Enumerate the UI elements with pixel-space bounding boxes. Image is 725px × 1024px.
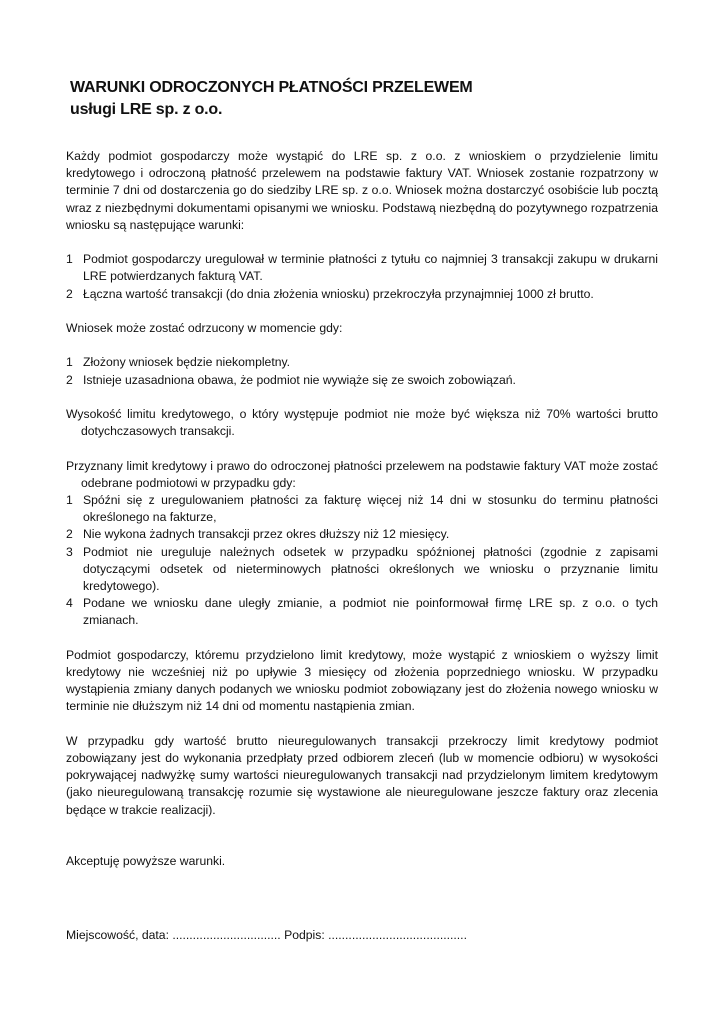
- list-text: Podmiot nie ureguluje należnych odsetek w przypadku spóźnionej płatności (zgodnie z zapisami dotyczącymi odsetek od nieterminowych płatności określonych we wniosku o przyznanie limitu kredytowego).: [83, 544, 658, 593]
- list-text: Spóźni się z uregulowaniem płatności za fakturę więcej niż 14 dni w stosunku do terminu płatności określonego na fakturze,: [83, 492, 658, 525]
- list-number: 2: [66, 527, 73, 542]
- higher-limit-paragraph: Podmiot gospodarczy, któremu przydzielono limit kredytowy, może wystąpić z wnioskiem o wyższy limit kredytowy nie wcześniej niż po upływie 3 miesięcy od złożenia poprzedniego wniosku. W przypadku wystąpienia zmiany danych podanych we wniosku podmiot zobowiązany jest do złożenia nowego wniosku w terminie nie dłuższym niż 14 dni od momentu nastąpienia zmian.: [66, 647, 658, 714]
- prepayment-paragraph: W przypadku gdy wartość brutto nieuregulowanych transakcji przekroczy limit kredytowy podmiot zobowiązany jest do wykonania przedpłaty przed odbiorem zleceń (lub w momencie odbioru) w wysokości pokrywającej nadwyżkę sumy wartości nieuregulowanych transakcji nad przydzielonym limitem kredytowym (jako nieuregulowaną transakcję rozumie się wystawione ale nieuregulowane jeszcze faktury oraz zlecenia będące w trakcie realizacji).: [66, 733, 658, 817]
- list-number: 2: [66, 286, 73, 301]
- signature-line: Miejscowość, data: ................................ Podpis: .........................................: [66, 928, 467, 943]
- list-item: [66, 526, 658, 543]
- list-text: Istnieje uzasadniona obawa, że podmiot nie wywiąże się ze swoich zobowiązań.: [83, 372, 516, 387]
- rejection-intro: Wniosek może zostać odrzucony w momencie gdy:: [66, 321, 343, 335]
- list-item: [66, 354, 658, 371]
- revocations-list: [66, 492, 658, 630]
- title-line-1: WARUNKI ODROCZONYCH PŁATNOŚCI PRZELEWEM: [70, 79, 473, 96]
- list-item: [66, 251, 658, 285]
- list-text: Złożony wniosek będzie niekompletny.: [83, 355, 291, 370]
- list-text: Podane we wniosku dane uległy zmianie, a podmiot nie poinformował firmę LRE sp. z o.o. o tych zmianach.: [83, 596, 658, 628]
- acceptance-text: Akceptuję powyższe warunki.: [66, 853, 226, 868]
- list-number: 1: [66, 492, 73, 507]
- document-body: [66, 148, 658, 944]
- list-item: [66, 595, 658, 629]
- rejections-list: [66, 354, 658, 388]
- conditions-list: [66, 251, 658, 303]
- list-item: [66, 372, 658, 389]
- list-item: [66, 544, 658, 596]
- title-line-2: usługi LRE sp. z o.o.: [70, 101, 223, 118]
- list-number: 1: [66, 355, 73, 370]
- list-item: [66, 286, 658, 303]
- list-text: Nie wykona żadnych transakcji przez okres dłuższy niż 12 miesięcy.: [83, 527, 450, 542]
- list-number: 3: [66, 544, 73, 559]
- list-text: Podmiot gospodarczy uregulował w terminie płatności z tytułu co najmniej 3 transakcji zakupu w drukarni LRE potwierdzanych fakturą VAT.: [83, 252, 658, 284]
- list-number: 4: [66, 596, 73, 611]
- intro-paragraph: Każdy podmiot gospodarczy może wystąpić do LRE sp. z o.o. z wnioskiem o przydzielenie limitu kredytowego i odroczoną płatność przelewem na podstawie faktury VAT. Wniosek zostanie rozpatrzony w terminie 7 dni od dostarczenia go do siedziby LRE sp. z o.o. Wniosek można dostarczyć osobiście lub pocztą wraz z niezbędnymi dokumentami opisanymi we wniosku. Podstawą niezbędną do pozytywnego rozpatrzenia wniosku są następujące warunki:: [66, 149, 658, 232]
- list-item: [66, 492, 658, 526]
- limit-paragraph: Wysokość limitu kredytowego, o który występuje podmiot nie może być większa niż 70% wartości brutto dotychczasowych transakcji.: [66, 406, 658, 439]
- revocation-intro: Przyznany limit kredytowy i prawo do odroczonej płatności przelewem na podstawie faktury VAT może zostać odebrane podmiotowi w przypadku gdy:: [66, 458, 658, 490]
- list-text: Łączna wartość transakcji (do dnia złożenia wniosku) przekroczyła przynajmniej 1000 zł brutto.: [83, 286, 594, 301]
- document-title: [70, 77, 473, 121]
- list-number: 2: [66, 372, 73, 387]
- list-number: 1: [66, 252, 73, 267]
